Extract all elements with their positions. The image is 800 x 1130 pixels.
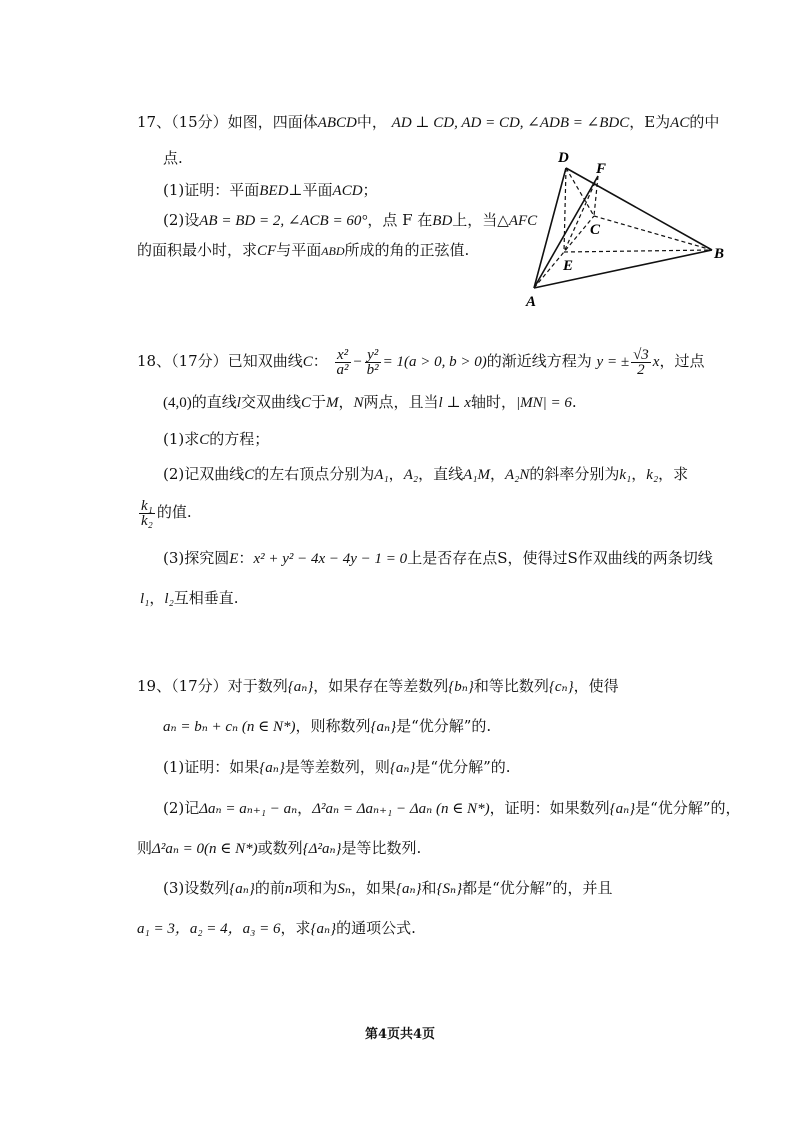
q18-text: 的左右顶点分别为 bbox=[254, 465, 375, 483]
q18-math: x bbox=[652, 354, 660, 370]
q18-math: N bbox=[353, 395, 364, 411]
q17-math: AB = BD = 2, ∠ACB = 60° bbox=[199, 213, 368, 229]
q19-text: ， bbox=[297, 799, 313, 817]
q18-math: y = ± bbox=[596, 354, 630, 370]
q18-text: (2)记双曲线 bbox=[163, 465, 245, 483]
q18-math: l₂ bbox=[164, 591, 174, 607]
q18-math: k₁ bbox=[619, 467, 632, 483]
edge-DB bbox=[566, 168, 712, 250]
q18-text: 的方程； bbox=[209, 430, 270, 448]
q19-math: {aₙ} bbox=[310, 921, 337, 937]
q18-part3-line1 bbox=[163, 548, 713, 569]
q18-score: （17分） bbox=[171, 352, 228, 370]
q19-text: 是“优分解”的. bbox=[396, 717, 492, 735]
q19-math: {cₙ} bbox=[548, 679, 574, 695]
q19-text: 是等比数列. bbox=[341, 839, 422, 857]
q19-text: 或数列 bbox=[257, 839, 303, 857]
q19-number: 19、 bbox=[137, 677, 172, 695]
q17-stem-line1 bbox=[137, 112, 719, 133]
q18-fraction-k: $\frac{\text{k₁}}{\text{k₂}}$ bbox=[141, 497, 153, 529]
q17-math: BD bbox=[432, 213, 453, 229]
q19-math: aₙ = bₙ + cₙ (n ∈ N*) bbox=[163, 719, 296, 735]
q19-stem-line2 bbox=[163, 716, 491, 737]
q17-math: ABD bbox=[321, 244, 345, 258]
q17-part2-line2 bbox=[137, 240, 469, 261]
q18-text: ， bbox=[338, 393, 354, 411]
q18-math: k₂ bbox=[646, 467, 659, 483]
q18-text: 的直线 bbox=[191, 393, 237, 411]
q18-text: (1)求 bbox=[163, 430, 200, 448]
q18-text: ， bbox=[149, 589, 165, 607]
q19-text: ，如果 bbox=[350, 879, 396, 897]
q19-part1 bbox=[163, 757, 511, 778]
q19-text: 项和为 bbox=[292, 879, 338, 897]
edge-DE bbox=[564, 168, 566, 252]
label-C: C bbox=[590, 222, 601, 238]
q18-math: = 1(a > 0, b > 0) bbox=[382, 354, 487, 370]
edge-DA bbox=[534, 168, 566, 288]
q17-stem-line2 bbox=[163, 148, 183, 168]
q17-text: ⊥平面 bbox=[288, 181, 333, 199]
q18-stem-line2 bbox=[163, 392, 577, 413]
label-A: A bbox=[526, 294, 537, 310]
q19-text: (2)记 bbox=[163, 799, 200, 817]
q18-math: C bbox=[302, 354, 313, 370]
q19-text: ，证明：如果数列 bbox=[489, 799, 610, 817]
q19-text: 是等差数列，则 bbox=[284, 758, 390, 776]
q17-text: 的中 bbox=[689, 113, 720, 131]
q18-math: C bbox=[244, 467, 255, 483]
q19-math: {aₙ} bbox=[609, 801, 636, 817]
q18-math: A₂ bbox=[403, 467, 419, 483]
q18-text: (3)探究圆 bbox=[163, 549, 230, 567]
q18-fraction-y: $\frac{\text{y²}}{\text{b²}}$ bbox=[366, 346, 379, 378]
q19-math: a₁ = 3，a₂ = 4，a₃ = 6 bbox=[137, 921, 281, 937]
q17-text: 所成的角的正弦值. bbox=[344, 241, 470, 259]
q17-text: (1)证明：平面 bbox=[163, 181, 260, 199]
q18-text: ，直线 bbox=[418, 465, 464, 483]
q18-text: 交双曲线 bbox=[240, 393, 301, 411]
q18-fraction-x: $\frac{\text{x²}}{\text{a²}}$ bbox=[336, 346, 349, 378]
q18-math: l₁ bbox=[140, 591, 150, 607]
q19-text: 是“优分解”的. bbox=[415, 758, 511, 776]
q19-math: {aₙ} bbox=[287, 679, 314, 695]
q18-math: (4,0) bbox=[163, 395, 192, 411]
q19-text: 的通项公式. bbox=[336, 919, 416, 937]
q19-math: {aₙ} bbox=[229, 881, 255, 897]
q17-math: AD ⊥ CD, AD = CD, ∠ADB = ∠BDC bbox=[391, 115, 630, 131]
label-D: D bbox=[558, 150, 569, 166]
q17-part1 bbox=[163, 180, 378, 201]
q19-math: {Sₙ} bbox=[436, 881, 463, 897]
q18-text: 的斜率分别为 bbox=[529, 465, 620, 483]
q18-text: ，求 bbox=[658, 465, 689, 483]
q17-text: ； bbox=[362, 181, 378, 199]
q17-text: 中， bbox=[356, 113, 387, 131]
q18-text: 的渐近线方程为 bbox=[486, 352, 592, 370]
q19-stem-line1 bbox=[137, 676, 619, 697]
q18-math: E bbox=[229, 551, 239, 567]
q19-math: {aₙ} bbox=[395, 881, 422, 897]
q19-math: Sₙ bbox=[337, 881, 351, 897]
q18-fraction-sqrt3: $\frac{√3}{2}$ bbox=[633, 346, 649, 378]
q19-part2-line2 bbox=[137, 838, 421, 859]
q17-math: AFC bbox=[508, 213, 538, 229]
q18-text: 互相垂直. bbox=[173, 589, 239, 607]
edge-AB bbox=[534, 250, 712, 288]
edge-CB bbox=[594, 216, 712, 250]
q17-text: 与平面 bbox=[276, 241, 322, 259]
q18-text: ， bbox=[489, 465, 505, 483]
q19-text: ，使得 bbox=[573, 677, 619, 695]
q19-part2-line1 bbox=[163, 798, 741, 819]
q18-text: ： bbox=[312, 352, 328, 370]
q18-math: A₁M bbox=[463, 467, 490, 483]
q18-math: M bbox=[325, 395, 339, 411]
q18-text: 的值. bbox=[156, 503, 192, 521]
q18-text: 两点，且当 bbox=[363, 393, 439, 411]
q18-part2-line2 bbox=[137, 498, 192, 528]
q19-text: ，则称数列 bbox=[295, 717, 371, 735]
q19-math: Δ²aₙ = Δaₙ₊₁ − Δaₙ (n ∈ N*) bbox=[312, 801, 490, 817]
q17-text: ，E为 bbox=[629, 113, 671, 131]
q18-math: − bbox=[352, 354, 363, 370]
q17-text: 的面积最小时，求 bbox=[137, 241, 258, 259]
q19-text: ，求 bbox=[280, 919, 311, 937]
q17-text: (2)设 bbox=[163, 211, 200, 229]
q19-math: Δaₙ = aₙ₊₁ − aₙ bbox=[199, 801, 298, 817]
q19-text: ，如果存在等差数列 bbox=[313, 677, 449, 695]
q19-text: 的前 bbox=[254, 879, 285, 897]
q18-math: |MN| = 6 bbox=[515, 395, 572, 411]
q19-score: （17分） bbox=[171, 677, 228, 695]
q17-text: 如图，四面体 bbox=[227, 113, 318, 131]
q18-math: l ⊥ x bbox=[438, 395, 471, 411]
edge-EB bbox=[564, 250, 712, 252]
q17-math: CF bbox=[257, 243, 277, 259]
q17-score: （15分） bbox=[171, 113, 228, 131]
q19-math: {aₙ} bbox=[259, 760, 285, 776]
q17-math: ACD bbox=[332, 183, 363, 199]
label-B: B bbox=[714, 246, 725, 262]
q18-math: l bbox=[236, 395, 241, 411]
q18-text: ： bbox=[238, 549, 254, 567]
q18-part1 bbox=[163, 429, 269, 450]
q18-math: A₂N bbox=[504, 467, 530, 483]
q18-number: 18、 bbox=[137, 352, 172, 370]
label-E: E bbox=[563, 258, 574, 274]
q18-stem-line1 bbox=[137, 347, 704, 377]
q19-math: {Δ²aₙ} bbox=[302, 841, 342, 857]
q18-text: 上是否存在点S，使得过S作双曲线的两条切线 bbox=[407, 549, 713, 567]
q17-math: BED bbox=[259, 183, 289, 199]
q19-text: 则 bbox=[137, 839, 153, 857]
q17-math: AC bbox=[670, 115, 690, 131]
q19-text: 和等比数列 bbox=[473, 677, 549, 695]
q19-text: 都是“优分解”的，并且 bbox=[462, 879, 613, 897]
q19-text: 是“优分解”的， bbox=[635, 799, 741, 817]
label-F: F bbox=[596, 161, 607, 177]
q17-text: 上，当△ bbox=[452, 211, 509, 229]
q18-text: ， bbox=[388, 465, 404, 483]
q19-text: (1)证明：如果 bbox=[163, 758, 260, 776]
q19-math: Δ²aₙ = 0(n ∈ N*) bbox=[152, 841, 258, 857]
q17-number: 17、 bbox=[137, 113, 172, 131]
q19-math: {bₙ} bbox=[448, 679, 474, 695]
q19-math: n bbox=[284, 881, 293, 897]
q18-text: 轴时， bbox=[470, 393, 516, 411]
q18-math: C bbox=[199, 432, 210, 448]
q18-math: x² + y² − 4x − 4y − 1 = 0 bbox=[253, 551, 408, 567]
q19-math: {aₙ} bbox=[370, 719, 397, 735]
q18-text: ， bbox=[631, 465, 647, 483]
edge-FE bbox=[564, 176, 598, 252]
q18-text: 于 bbox=[310, 393, 326, 411]
q19-text: 和 bbox=[421, 879, 437, 897]
q18-text: 已知双曲线 bbox=[227, 352, 303, 370]
q17-text: ，点 F 在 bbox=[367, 211, 433, 229]
q17-math: ABCD bbox=[317, 115, 357, 131]
q18-text: ，过点 bbox=[659, 352, 705, 370]
q19-part3-line1 bbox=[163, 878, 612, 899]
tetrahedron-figure bbox=[518, 146, 740, 316]
q18-math: C bbox=[300, 395, 311, 411]
q17-text: 点. bbox=[163, 149, 183, 167]
q18-text: . bbox=[571, 393, 577, 411]
q17-part2-line1 bbox=[163, 210, 537, 231]
q18-part3-line2 bbox=[140, 588, 239, 609]
q19-text: 对于数列 bbox=[227, 677, 288, 695]
q18-part2-line1 bbox=[163, 464, 688, 485]
q18-math: A₁ bbox=[374, 467, 389, 483]
q19-text: (3)设数列 bbox=[163, 879, 230, 897]
q19-math: {aₙ} bbox=[389, 760, 416, 776]
page-footer: 第4页共4页 bbox=[364, 1027, 436, 1042]
q19-part3-line2 bbox=[137, 918, 416, 939]
